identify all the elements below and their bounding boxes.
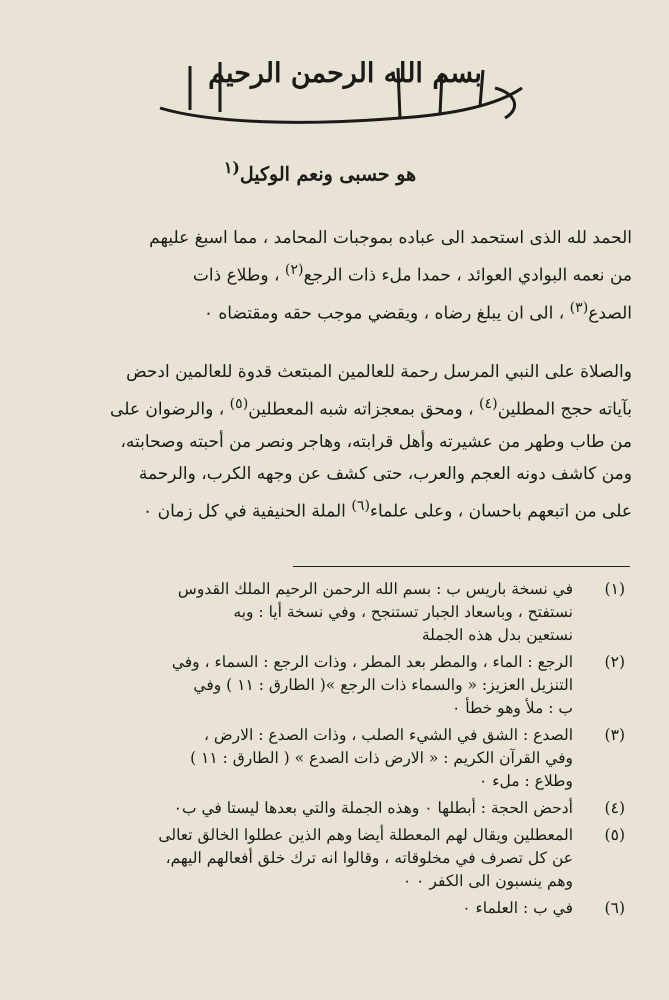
p2-line-5 [52, 490, 632, 528]
p2-line-5a: على من اتبعهم باحسان ، وعلى علماء [369, 501, 632, 522]
footnote-line: في ب : العلماء ٠ [462, 899, 573, 917]
p2-line-2c: ، والرضوان على [110, 399, 230, 420]
p1-line-3b: ، الى ان يبلغ رضاه ، ويقضي موجب حقه ومقتضاه ٠ [203, 303, 570, 324]
footnote-text [50, 797, 573, 820]
p2-line-4: ومن كاشف دونه العجم والعرب، حتى كشف عن وجهه الكرب، والرحمة [138, 463, 632, 484]
note-3-ref: (٣) [569, 299, 589, 316]
p2-line-5b: الملة الحنيفية في كل زمان ٠ [143, 501, 352, 522]
footnote-line: المعطلين ويقال لهم المعطلة أيضا وهم الذين عطلوا الخالق تعالى [158, 826, 573, 844]
footnote-line: نستفتح ، وباسعاد الجبار تستنجح ، وفي نسخة أيا : وبه [233, 603, 573, 621]
footnote-line: ب : ملأ وهو خطأ ٠ [451, 699, 573, 717]
paragraph-praise [52, 222, 632, 329]
footnote-line: الصدع : الشق في الشيء الصلب ، وذات الصدع : الارض ، [203, 726, 573, 744]
footnote-number: (٦) [604, 899, 625, 917]
note-5-ref: (٥) [229, 396, 249, 412]
paragraph-prayer [52, 356, 632, 527]
footnotes [50, 578, 625, 924]
footnote-text [50, 578, 573, 647]
p1-line-2a: من نعمه البوادي العوائد ، حمدا ملء ذات الرجع [303, 265, 632, 286]
footnote-6 [50, 897, 625, 920]
p1-line-2 [52, 254, 632, 292]
footnote-2 [50, 651, 625, 720]
footnote-line: في نسخة باريس ب : بسم الله الرحمن الرحيم الملك القدوس [177, 580, 573, 598]
note-4-ref: (٤) [479, 396, 498, 412]
p1-line-3 [52, 292, 632, 330]
footnote-line: التنزيل العزيز: « والسماء ذات الرجع »( الطارق : ١١ ) وفي [193, 676, 573, 694]
heading-note: (١ [223, 158, 240, 177]
footnote-number: (٤) [604, 799, 625, 817]
footnote-text [50, 651, 573, 720]
footnote-number: (٢) [604, 653, 625, 671]
heading-text: هو حسبى ونعم الوكيل [239, 163, 417, 186]
p2-line-2b: ، ومحق بمعجزاته شبه المعطلين [248, 399, 480, 420]
p2-line-2 [52, 388, 632, 426]
footnote-line: عن كل تصرف في مخلوقاته ، وقالوا انه ترك خلق أفعالهم اليهم، [165, 849, 573, 867]
footnote-number: (٥) [604, 826, 625, 844]
p1-line-3a: الصدع [588, 303, 632, 324]
footnote-number: (٣) [604, 726, 625, 744]
note-2-ref: (٢) [284, 262, 304, 278]
footnote-text [50, 824, 573, 893]
footnote-line: وطلاع : ملء ٠ [479, 772, 573, 790]
footnote-line: نستعين بدل هذه الجملة [421, 626, 573, 644]
footnote-5 [50, 824, 625, 893]
heading [120, 158, 520, 185]
footnote-line: أدحض الحجة : أبطلها ٠ وهذه الجملة والتي بعدها ليستا في ب٠ [173, 799, 573, 817]
p2-line-3: من طاب وطهر من عشيرته وأهل قرابته، وهاجر ونصر من أحبته وصحابته، [120, 431, 632, 452]
note-6-ref: (٦) [351, 497, 370, 514]
footnote-text [50, 897, 573, 920]
p2-line-2a: بآياته حجج المطلين [497, 399, 632, 420]
footnote-1 [50, 578, 625, 647]
footnote-4 [50, 797, 625, 820]
footnote-number: (١) [604, 580, 625, 598]
p2-line-1: والصلاة على النبي المرسل رحمة للعالمين المبتعث قدوة للعالمين ادحض [126, 362, 632, 382]
footnote-3 [50, 724, 625, 793]
footnote-line: وهم ينسبون الى الكفر ٠ ٠ [402, 872, 573, 890]
footnote-text [50, 724, 573, 793]
footnote-line: وفي القرآن الكريم : « الارض ذات الصدع » ( الطارق : ١١ ) [190, 749, 573, 767]
basmala-text: بسم الله الرحمن الرحيم [208, 58, 482, 89]
footnote-divider [293, 566, 630, 567]
footnote-line: الرجع : الماء ، والمطر بعد المطر ، وذات الرجع : السماء ، وفي [171, 653, 573, 671]
p1-line-1: الحمد لله الذى استحمد الى عباده بموجبات المحامد ، مما اسبغ عليهم [149, 228, 632, 248]
p1-line-2b: ، وطلاع ذات [192, 265, 285, 286]
